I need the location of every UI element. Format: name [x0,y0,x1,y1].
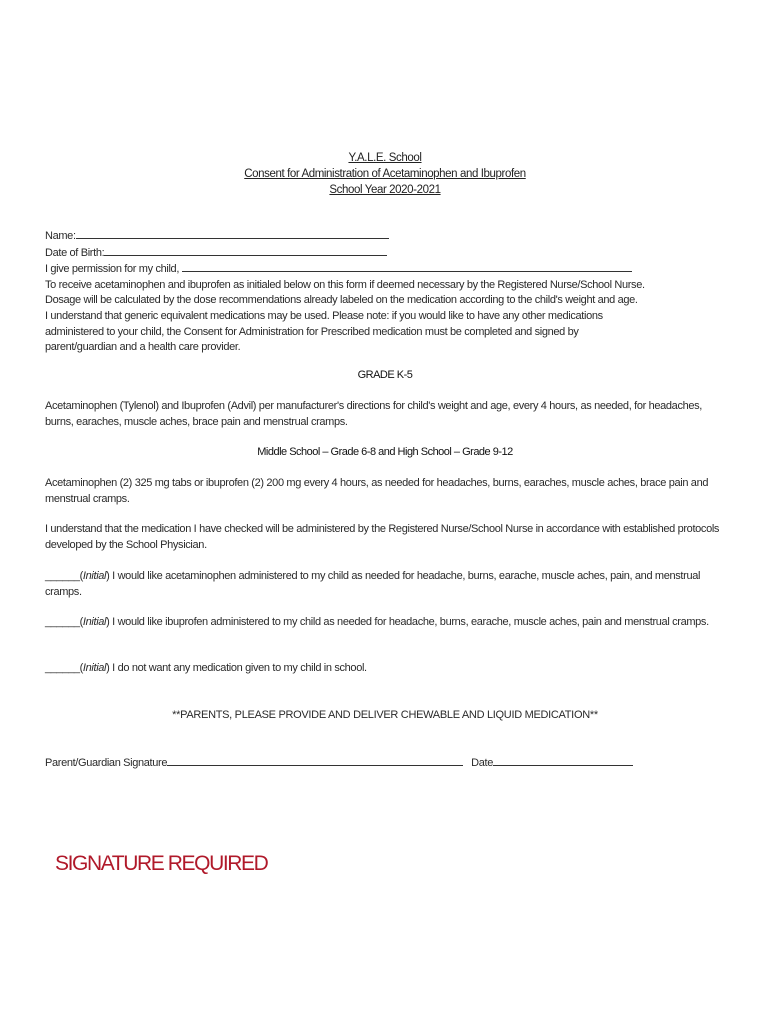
name-label: Name: [45,230,76,242]
initial-blank[interactable]: ______( [45,570,83,582]
option-text: ) I would like acetaminophen administered to my child as needed for headache, burns, earache, muscle aches, pain, and menstrual cramps. [45,570,701,598]
intro-line: I understand that generic equivalent medications may be used. Please note: if you would like to have any other medications [45,309,603,322]
initial-blank[interactable]: ______( [45,662,83,674]
understand-paragraph: I understand that the medication I have checked will be administered by the Registered Nurse/School Nurse in accordance with established protocols developed by the School Physician. [45,523,720,551]
dob-label: Date of Birth: [45,246,105,259]
intro-line: administered to your child, the Consent for Administration for Prescribed medication must be completed and signed by [45,325,579,338]
initial-label: Initial [82,662,107,674]
student-info-section [45,228,725,356]
school-year: School Year 2020-2021 [329,184,441,196]
parents-note: **PARENTS, PLEASE PROVIDE AND DELIVER CHEWABLE AND LIQUID MEDICATION** [172,709,598,721]
school-name: Y.A.L.E. School [348,152,422,164]
grade-6-12-text: Acetaminophen (2) 325 mg tabs or ibuprofen (2) 200 mg every 4 hours, as needed for headaches, burns, earaches, muscle aches, brace pain and menstrual cramps. [45,477,709,505]
name-field[interactable] [76,228,389,239]
signature-row [45,755,725,772]
intro-line: parent/guardian and a health care provider. [45,341,241,354]
parent-signature-field[interactable] [167,755,463,766]
option-acetaminophen[interactable] [45,569,725,600]
option-no-medication[interactable] [45,661,725,677]
grade-k5-text: Acetaminophen (Tylenol) and Ibuprofen (Advil) per manufacturer's directions for child's weight and age, every 4 hours, as needed, for headaches, burns, earaches, muscle aches, brace pain and menstrual cramps. [45,400,702,428]
form-title: Consent for Administration of Acetaminophen and Ibuprofen [244,168,526,180]
dob-field[interactable] [104,245,387,256]
child-name-field[interactable] [182,261,632,272]
date-label: Date [471,757,493,769]
option-text: ) I do not want any medication given to my child in school. [106,662,367,674]
dob-field-row [45,245,725,262]
initial-blank[interactable]: ______( [45,616,83,628]
intro-line: To receive acetaminophen and ibuprofen as initialed below on this form if deemed necessary by the Registered Nurse/School Nurse. [45,278,645,291]
grade-6-12-heading: Middle School – Grade 6-8 and High School – Grade 9-12 [257,446,513,458]
signature-required-stamp: SIGNATURE REQUIRED [55,852,268,875]
grade-k5-heading: GRADE K-5 [357,369,413,381]
option-ibuprofen[interactable] [45,615,725,631]
option-text: ) I would like ibuprofen administered to my child as needed for headache, burns, earache, muscle aches, pain and menstrual cramps. [106,616,709,628]
initial-label: Initial [82,616,107,628]
form-header [0,150,770,198]
intro-line: Dosage will be calculated by the dose recommendations already labeled on the medication according to the child's weight and age. [45,294,638,307]
permission-label: I give permission for my child, [45,263,180,276]
name-field-row [45,228,725,245]
permission-field-row [45,261,725,278]
intro-paragraph [45,278,725,356]
initial-label: Initial [82,570,107,582]
parent-signature-label: Parent/Guardian Signature [45,757,168,769]
date-field[interactable] [493,755,633,766]
